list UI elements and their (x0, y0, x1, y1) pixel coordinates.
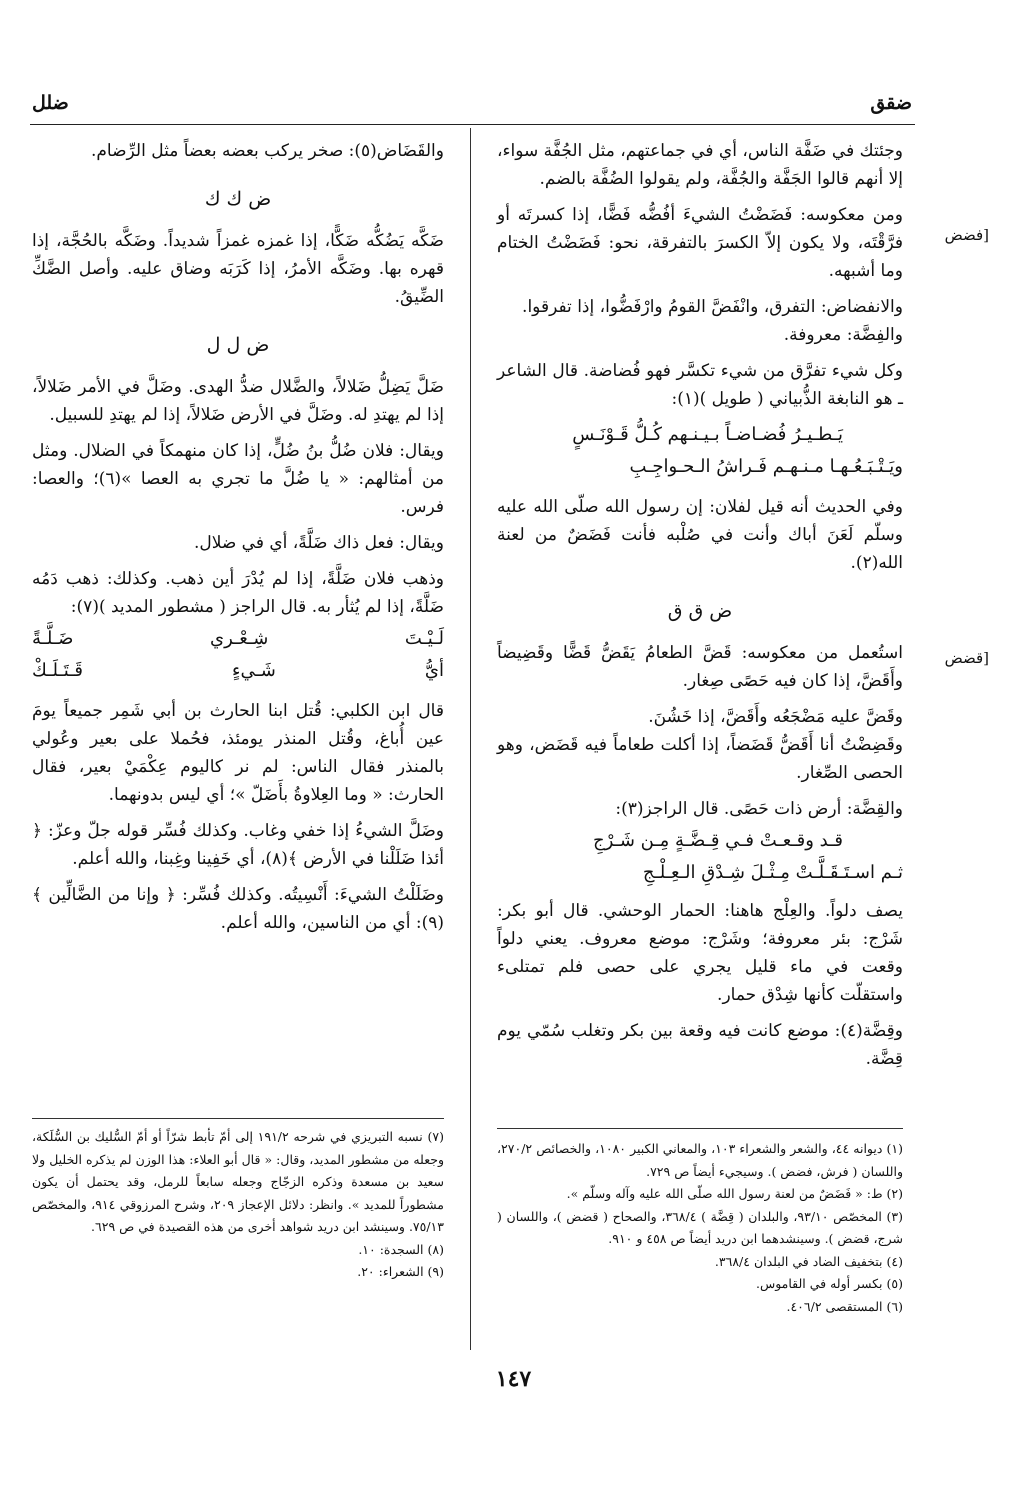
paragraph: ويقال: فلان ضُلُّ بنُ ضُلٍّ، إذا كان منهمكاً في الضلال. ومثل من أمثالهم: « يا ضُلَّ ما تجري به العصا »(٦)؛ والعصا: فرس. (32, 441, 444, 517)
footnote: (٨) السجدة: ١٠. (358, 1241, 444, 1257)
verse-line: ثـم اسـتَـقَـلَّـتْ مِـثْـلَ شِـدْقِ الـعِـلْـجِ (642, 862, 903, 883)
verse-line (32, 657, 444, 685)
footnote: (٢) ط: « فَضَضٌ من لعنة رسول الله صلّى الله عليه وآله وسلّم ». (566, 1186, 903, 1201)
verse-line: قـد وقـعـتْ فـي قِـضَّـةٍ مِـن شَـرْجِ (593, 830, 843, 851)
paragraph: وجئتك في ضَفَّة الناس، أي في جماعتهم، مثل الجُفَّة سواء، إلا أنهم قالوا الجَفَّة والجُفَّة، ولم يقولوا الضُفَّة بالضم. (497, 141, 903, 189)
paragraph: وقَضَّ عليه مَضْجَعُه وأَقَضَّ، إذا خَشُنَ. (648, 707, 903, 727)
footnote-rule (32, 1118, 444, 1119)
right-column (497, 137, 903, 1081)
verse-line: يَـطـيـرُ فُضـاضـاً بـيـنـهم كُـلُّ قَـوْنَـسٍ (572, 424, 843, 445)
verse-word: لَـيْـتَ (404, 628, 444, 649)
paragraph: ضَكَّه يَضُكُّه ضَكًّا، إذا غمزه غمزاً شديداً. وضَكَّه بالحُجَّة، إذا قهره بها. وضَكَّه الأمرُ، إذا كَرَبَه وضاق عليه. وأصل الضَّكِّ الضِّيقُ. (32, 231, 444, 307)
footnote: (١) ديوانه ٤٤، والشعر والشعراء ١٠٣، والمعاني الكبير ١٠٨٠، والخصائص ٢٧٠/٢، واللسان ( فرش، فضض ). وسيجيء أيضاً ص ٧٢٩. (497, 1141, 903, 1179)
section-heading: ض ل ل (206, 334, 270, 356)
footnotes-left (32, 1126, 444, 1284)
header-rule (30, 124, 915, 125)
paragraph: قال ابن الكلبي: قُتل ابنا الحارث بن أبي شَمِر جميعاً يومَ عين أُباغ، وقُتل المنذر يومئذ، فحُملا على بعير وعُولي بالمنذر فقال الناس: لم نر كاليوم عِكْمَيْ بعير، فقال الحارث: « وما العِلاوةُ بأَضَلّ »؛ أي ليس بدونهما. (32, 701, 444, 805)
paragraph: والقِضَّة: أرض ذات حَصًى. قال الراجز(٣): (615, 799, 903, 819)
section-heading: ض ق ق (667, 600, 733, 622)
paragraph: والانفضاض: التفرق، وانْفَضَّ القومُ وارْفَضُّوا، إذا تفرقوا. (522, 297, 903, 317)
verse-line (32, 625, 444, 653)
page-number: ١٤٧ (495, 1366, 532, 1392)
verse-word: أيُّ (424, 660, 444, 681)
paragraph: وقَضِضْتُ أنا أَقَضُّ قَضَضاً، إذا أكلت طعاماً فيه قَضَض، وهو الحصى الصِّغار. (497, 735, 903, 783)
verse-word: قَـتَـلَـكْ (32, 660, 84, 681)
paragraph: وقِضَّة(٤): موضع كانت فيه وقعة بين بكر وتغلب سُمّي يوم قِضَّة. (497, 1021, 903, 1069)
footnote: (٦) المستقصى ٤٠٦/٢. (786, 1298, 903, 1314)
column-divider (470, 128, 471, 1350)
paragraph: وضَلَّ الشيءُ إذا خفي وغاب. وكذلك فُسِّر قوله جلّ وعزّ: ﴿ أئذا ضَلَلْنا في الأرض ﴾(٨)، أي خَفِينا وغِبنا، والله أعلم. (32, 821, 444, 869)
verse-word: شِـعْـري (209, 628, 269, 649)
footnotes-right (497, 1138, 903, 1318)
running-header-right: ضقق (870, 92, 912, 114)
paragraph: وضَلَلْتُ الشيءَ: أَنْسِيتُه. وكذلك فُسِّر: ﴿ وإنا من الضَّالِّين ﴾(٩): أي من الناسين، والله أعلم. (32, 885, 444, 933)
margin-tag-fadd: [فضض (944, 226, 989, 244)
section-heading: ض ك ك (204, 188, 272, 210)
paragraph: استُعمل من معكوسه: قَضَّ الطعامُ يَقَضُّ قَضًّا وقَضِيضاً وأَقَضَّ، إذا كان فيه حَصًى صِغار. (497, 643, 903, 691)
paragraph: ضَلَّ يَضِلُّ ضَلالاً، والضَّلال ضدُّ الهدى. وضَلَّ في الأمر ضَلالاً، إذا لم يهتدِ له. وضَلَّ في الأرض ضَلالاً، إذا لم يهتدِ للسبيل. (32, 377, 444, 425)
paragraph: وفي الحديث أنه قيل لفلان: إن رسول الله صلّى الله عليه وسلّم لَعَنَ أباك وأنت في صُلْبه فأنت فَضَضٌ من لعنة الله(٢). (497, 497, 903, 573)
left-column (32, 137, 444, 945)
paragraph: والقَضَاض(٥): صخر يركب بعضه بعضاً مثل الرِّضام. (90, 141, 444, 161)
running-header-left: ضلل (32, 92, 69, 114)
paragraph: يصف دلواً. والعِلْج هاهنا: الحمار الوحشي. قال أبو بكر: شَرْج: بئر معروفة؛ وشَرْج: موضع معروف. يعني دلواً وقعت في ماء قليل يجري على حصى فلم تمتلىء واستقلّت كأنها شِدْق حمار. (497, 901, 903, 1005)
footnote: (٧) نسبه التبريزي في شرحه ١٩١/٢ إلى أمّ تأبط شرّاً أو أمّ السُّليك بن السُّلَكة، وجعله من مشطور المديد، وقال: « قال أبو العلاء: هذا الوزن لم يذكره الخليل ولا سعيد بن مسعدة وذكره الزجّاج وجعله سابعاً للرمل، وقد يحتمل أن يكون مشطوراً للمديد ». وانظر: دلائل الإعجاز ٢٠٩، وشرح المرزوقي ٩١٤، والمخصّص ٧٥/١٣. وسينشد ابن دريد شواهد أخرى من هذه القصيدة في ص ٦٢٩. (32, 1129, 444, 1234)
footnote-rule (497, 1128, 903, 1129)
footnote: (٣) المخصّص ٩٣/١٠، والبلدان ( قِضَّة ) ٣٦٨/٤، والصحاح ( قضض )، واللسان ( شرج، قضض ). وسينشدهما ابن دريد أيضاً ص ٤٥٨ و ٩١٠. (497, 1208, 903, 1246)
margin-tag-qadd: [قضض (944, 649, 989, 667)
paragraph: ومن معكوسه: فَضَضْتُ الشيءَ أفُضُّه فَضًّا، إذا كسرتَه أو فرَّقْتَه، ولا يكون إلاّ الكسرَ بالتفرقة، نحو: فَضَضْتُ الختام وما أشبهه. (497, 205, 903, 281)
verse-word: ضَـلَّـةً (32, 628, 74, 649)
footnote: (٥) بكسر أوله في القاموس. (755, 1276, 903, 1291)
verse-word: شَـيءٍ (232, 660, 276, 681)
footnote: (٩) الشعراء: ٢٠. (357, 1264, 444, 1279)
paragraph: ويقال: فعل ذاك ضَلَّةً، أي في ضلال. (193, 533, 444, 553)
footnote: (٤) بتخفيف الضاد في البلدان ٣٦٨/٤. (714, 1253, 903, 1269)
paragraph: وذهب فلان ضَلَّةً، إذا لم يُدْرَ أين ذهب. وكذلك: ذهب دَمُه ضَلَّةً، إذا لم يُثأر به. قال الراجز ( مشطور المديد )(٧): (32, 569, 444, 617)
paragraph: والفِضَّة: معروفة. (783, 325, 903, 345)
paragraph: وكل شيء تفرَّق من شيء تكسَّر فهو فُضاضة. قال الشاعر ـ هو النابغة الذُّبياني ( طويل )(١): (497, 361, 903, 409)
verse-line: ويَـتْـبَـعُـهـا مـنـهـم فَـراشُ الـحـواجِـبِ (629, 456, 903, 477)
